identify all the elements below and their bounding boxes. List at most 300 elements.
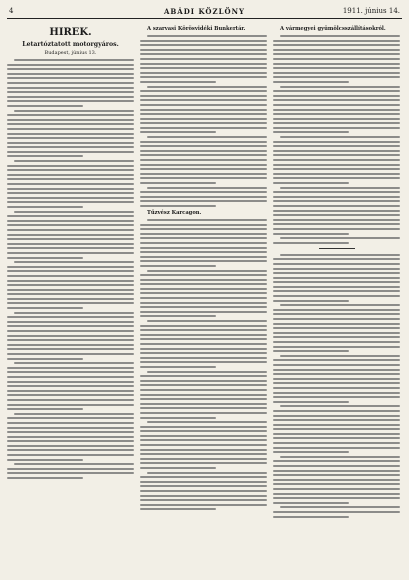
text-line-placeholder (7, 302, 134, 304)
text-line-placeholder (7, 105, 83, 107)
text-line-placeholder (140, 329, 267, 331)
text-line-placeholder (7, 339, 134, 341)
text-line-placeholder (7, 344, 134, 346)
text-line-placeholder (273, 95, 400, 97)
text-line-placeholder (280, 136, 400, 138)
text-line-placeholder (7, 335, 134, 337)
text-line-placeholder (280, 35, 400, 37)
text-line-placeholder (140, 315, 216, 317)
text-line-placeholder (273, 437, 400, 439)
text-line-placeholder (7, 468, 134, 470)
text-line-placeholder (140, 182, 216, 184)
text-line-placeholder (140, 256, 267, 258)
newspaper-title: ABÁDI KÖZLÖNY (163, 7, 246, 16)
text-line-placeholder (273, 40, 400, 42)
text-line-placeholder (273, 346, 400, 348)
text-line-placeholder (14, 362, 134, 364)
text-line-placeholder (280, 456, 400, 458)
text-line-placeholder (7, 270, 134, 272)
text-line-placeholder (7, 68, 134, 70)
article-heading: A vármegyei gyümölcsszállításokról. (280, 26, 386, 32)
text-line-placeholder (273, 81, 349, 83)
text-line-placeholder (273, 205, 400, 207)
text-line-placeholder (273, 200, 400, 202)
text-line-placeholder (7, 206, 83, 208)
column-middle (140, 23, 267, 520)
text-line-placeholder (140, 72, 267, 74)
text-line-placeholder (280, 86, 400, 88)
text-line-placeholder (7, 247, 134, 249)
text-line-placeholder (140, 274, 267, 276)
text-line-placeholder (140, 380, 267, 382)
text-line-placeholder (273, 336, 400, 338)
text-line-placeholder (273, 58, 400, 60)
text-line-placeholder (7, 427, 134, 429)
text-line-placeholder (140, 357, 267, 359)
text-line-placeholder (140, 375, 267, 377)
text-line-placeholder (140, 490, 267, 492)
text-line-placeholder (140, 476, 267, 478)
text-line-placeholder (7, 371, 134, 373)
text-line-placeholder (140, 141, 267, 143)
article-text-block (273, 35, 400, 244)
text-line-placeholder (273, 49, 400, 51)
text-line-placeholder (273, 460, 400, 462)
text-line-placeholder (7, 234, 134, 236)
text-line-placeholder (7, 266, 134, 268)
text-line-placeholder (273, 327, 400, 329)
text-line-placeholder (7, 275, 134, 277)
text-line-placeholder (273, 272, 400, 274)
text-line-placeholder (273, 387, 400, 389)
text-line-placeholder (140, 67, 267, 69)
text-line-placeholder (140, 260, 267, 262)
text-line-placeholder (147, 320, 267, 322)
text-line-placeholder (140, 453, 267, 455)
text-line-placeholder (147, 270, 267, 272)
text-line-placeholder (140, 444, 267, 446)
text-line-placeholder (7, 440, 134, 442)
text-line-placeholder (7, 472, 134, 474)
text-line-placeholder (140, 228, 267, 230)
text-line-placeholder (140, 76, 267, 78)
column-left (7, 23, 134, 520)
text-line-placeholder (7, 459, 83, 461)
text-line-placeholder (7, 73, 134, 75)
text-line-placeholder (273, 145, 400, 147)
text-line-placeholder (273, 410, 400, 412)
text-line-placeholder (7, 100, 134, 102)
text-line-placeholder (147, 187, 267, 189)
text-line-placeholder (140, 173, 267, 175)
text-line-placeholder (273, 300, 349, 302)
text-line-placeholder (147, 35, 267, 37)
text-line-placeholder (273, 401, 349, 403)
text-line-placeholder (7, 445, 134, 447)
text-line-placeholder (140, 412, 267, 414)
text-line-placeholder (147, 136, 267, 138)
text-line-placeholder (140, 389, 267, 391)
text-line-placeholder (273, 223, 400, 225)
text-line-placeholder (273, 258, 400, 260)
text-line-placeholder (7, 96, 134, 98)
text-line-placeholder (273, 177, 400, 179)
text-line-placeholder (273, 364, 400, 366)
text-line-placeholder (140, 145, 267, 147)
text-line-placeholder (273, 164, 400, 166)
text-line-placeholder (7, 188, 134, 190)
text-line-placeholder (140, 44, 267, 46)
text-line-placeholder (7, 316, 134, 318)
text-line-placeholder (140, 279, 267, 281)
text-line-placeholder (273, 173, 400, 175)
text-line-placeholder (140, 200, 267, 202)
text-line-placeholder (280, 304, 400, 306)
text-line-placeholder (7, 394, 134, 396)
text-line-placeholder (7, 390, 134, 392)
text-line-placeholder (7, 252, 134, 254)
text-line-placeholder (273, 76, 400, 78)
text-line-placeholder (140, 439, 267, 441)
text-line-placeholder (7, 243, 134, 245)
text-line-placeholder (7, 146, 134, 148)
text-line-placeholder (7, 417, 134, 419)
text-line-placeholder (140, 95, 267, 97)
text-line-placeholder (273, 419, 400, 421)
text-line-placeholder (14, 211, 134, 213)
text-line-placeholder (7, 238, 134, 240)
text-line-placeholder (273, 154, 400, 156)
text-line-placeholder (140, 63, 267, 65)
text-line-placeholder (7, 87, 134, 89)
article-title: Letartóztatott motorgyáros. (22, 41, 119, 48)
text-line-placeholder (140, 122, 267, 124)
text-line-placeholder (7, 321, 134, 323)
text-line-placeholder (273, 350, 349, 352)
text-line-placeholder (273, 447, 400, 449)
article-text-block (140, 35, 267, 207)
text-line-placeholder (273, 369, 400, 371)
text-line-placeholder (7, 436, 134, 438)
text-line-placeholder (140, 325, 267, 327)
text-line-placeholder (273, 72, 400, 74)
text-line-placeholder (273, 263, 400, 265)
text-line-placeholder (140, 302, 267, 304)
text-line-placeholder (273, 53, 400, 55)
text-line-placeholder (14, 463, 134, 465)
text-line-placeholder (273, 479, 400, 481)
text-line-placeholder (7, 404, 134, 406)
text-line-placeholder (273, 159, 400, 161)
text-line-placeholder (140, 118, 267, 120)
text-line-placeholder (140, 481, 267, 483)
text-line-placeholder (273, 196, 400, 198)
text-line-placeholder (273, 99, 400, 101)
text-line-placeholder (140, 449, 267, 451)
text-line-placeholder (7, 229, 134, 231)
text-line-placeholder (7, 408, 83, 410)
text-line-placeholder (273, 150, 400, 152)
text-line-placeholder (273, 168, 400, 170)
text-line-placeholder (273, 210, 400, 212)
text-line-placeholder (140, 196, 267, 198)
text-line-placeholder (7, 257, 83, 259)
text-line-placeholder (7, 123, 134, 125)
text-line-placeholder (273, 233, 349, 235)
text-line-placeholder (140, 53, 267, 55)
text-line-placeholder (7, 119, 134, 121)
text-line-placeholder (273, 516, 349, 518)
text-line-placeholder (273, 323, 400, 325)
text-line-placeholder (140, 154, 267, 156)
text-line-placeholder (273, 295, 400, 297)
text-line-placeholder (7, 454, 134, 456)
text-line-placeholder (7, 91, 134, 93)
text-line-placeholder (147, 472, 267, 474)
text-line-placeholder (273, 191, 400, 193)
article-dateline: Budapest, június 13. (44, 50, 97, 56)
text-line-placeholder (14, 160, 134, 162)
text-line-placeholder (280, 506, 400, 508)
text-line-placeholder (273, 470, 400, 472)
text-line-placeholder (140, 426, 267, 428)
page-number: 4 (9, 7, 14, 15)
text-line-placeholder (140, 205, 216, 207)
text-line-placeholder (140, 224, 267, 226)
text-line-placeholder (273, 396, 400, 398)
text-line-placeholder (7, 82, 134, 84)
text-line-placeholder (140, 131, 216, 133)
masthead (7, 5, 402, 19)
text-line-placeholder (140, 164, 267, 166)
column-right (273, 23, 400, 520)
text-line-placeholder (7, 449, 134, 451)
text-line-placeholder (140, 265, 216, 267)
text-line-placeholder (7, 224, 134, 226)
text-line-placeholder (7, 367, 134, 369)
text-line-placeholder (7, 330, 134, 332)
text-line-placeholder (140, 458, 267, 460)
text-line-placeholder (273, 497, 400, 499)
text-line-placeholder (273, 428, 400, 430)
text-line-placeholder (273, 451, 349, 453)
text-line-placeholder (140, 58, 267, 60)
text-line-placeholder (273, 141, 400, 143)
text-line-placeholder (140, 90, 267, 92)
text-line-placeholder (7, 174, 134, 176)
text-line-placeholder (140, 113, 267, 115)
text-line-placeholder (140, 297, 267, 299)
text-line-placeholder (7, 77, 134, 79)
text-line-placeholder (14, 312, 134, 314)
text-line-placeholder (7, 155, 83, 157)
text-line-placeholder (273, 242, 349, 244)
text-line-placeholder (140, 462, 267, 464)
text-line-placeholder (140, 81, 216, 83)
text-line-placeholder (273, 182, 349, 184)
article-heading: Tűzvész Karcagon. (147, 209, 202, 216)
text-line-placeholder (140, 499, 267, 501)
text-line-placeholder (7, 289, 134, 291)
text-line-placeholder (7, 142, 134, 144)
text-line-placeholder (140, 233, 267, 235)
text-line-placeholder (147, 219, 267, 221)
text-line-placeholder (147, 421, 267, 423)
text-line-placeholder (7, 325, 134, 327)
text-line-placeholder (7, 220, 134, 222)
text-line-placeholder (273, 483, 400, 485)
text-line-placeholder (140, 366, 216, 368)
text-line-placeholder (7, 128, 134, 130)
text-line-placeholder (140, 348, 267, 350)
text-line-placeholder (14, 59, 134, 61)
text-line-placeholder (7, 114, 134, 116)
text-line-placeholder (140, 49, 267, 51)
text-line-placeholder (7, 137, 134, 139)
text-line-placeholder (7, 293, 134, 295)
text-line-placeholder (273, 378, 400, 380)
text-line-placeholder (7, 298, 134, 300)
text-line-placeholder (273, 290, 400, 292)
text-line-placeholder (7, 280, 134, 282)
text-line-placeholder (273, 442, 400, 444)
text-line-placeholder (140, 150, 267, 152)
text-line-placeholder (273, 90, 400, 92)
text-line-placeholder (140, 288, 267, 290)
text-line-placeholder (273, 131, 349, 133)
text-line-placeholder (140, 177, 267, 179)
text-line-placeholder (273, 228, 400, 230)
text-line-placeholder (7, 381, 134, 383)
text-line-placeholder (273, 424, 400, 426)
text-line-placeholder (273, 332, 400, 334)
text-line-placeholder (140, 104, 267, 106)
text-line-placeholder (7, 477, 83, 479)
text-line-placeholder (7, 201, 134, 203)
text-line-placeholder (147, 86, 267, 88)
text-line-placeholder (14, 413, 134, 415)
text-line-placeholder (7, 197, 134, 199)
text-line-placeholder (273, 392, 400, 394)
text-line-placeholder (7, 358, 83, 360)
text-line-placeholder (140, 398, 267, 400)
text-line-placeholder (273, 286, 400, 288)
text-line-placeholder (140, 40, 267, 42)
text-line-placeholder (7, 348, 134, 350)
text-line-placeholder (7, 422, 134, 424)
text-line-placeholder (140, 292, 267, 294)
text-line-placeholder (273, 104, 400, 106)
text-line-placeholder (7, 431, 134, 433)
text-columns (7, 23, 402, 520)
text-line-placeholder (14, 110, 134, 112)
article-text-block (273, 254, 400, 518)
text-line-placeholder (7, 399, 134, 401)
text-line-placeholder (273, 44, 400, 46)
text-line-placeholder (140, 283, 267, 285)
text-line-placeholder (273, 127, 400, 129)
text-line-placeholder (273, 214, 400, 216)
text-line-placeholder (140, 306, 267, 308)
text-line-placeholder (273, 309, 400, 311)
text-line-placeholder (140, 435, 267, 437)
text-line-placeholder (140, 168, 267, 170)
text-line-placeholder (7, 183, 134, 185)
text-line-placeholder (280, 254, 400, 256)
text-line-placeholder (140, 247, 267, 249)
text-line-placeholder (140, 495, 267, 497)
text-line-placeholder (140, 407, 267, 409)
text-line-placeholder (7, 385, 134, 387)
text-line-placeholder (273, 341, 400, 343)
text-line-placeholder (273, 268, 400, 270)
text-line-placeholder (273, 511, 400, 513)
text-line-placeholder (7, 215, 134, 217)
text-line-placeholder (273, 63, 400, 65)
text-line-placeholder (140, 311, 267, 313)
article-text-block (7, 59, 134, 479)
text-line-placeholder (7, 64, 134, 66)
text-line-placeholder (147, 371, 267, 373)
text-line-placeholder (273, 502, 349, 504)
text-line-placeholder (280, 355, 400, 357)
text-line-placeholder (140, 361, 267, 363)
text-line-placeholder (7, 133, 134, 135)
text-line-placeholder (7, 307, 83, 309)
column-separator-rule (319, 248, 355, 249)
text-line-placeholder (140, 504, 267, 506)
text-line-placeholder (273, 122, 400, 124)
text-line-placeholder (140, 467, 216, 469)
text-line-placeholder (140, 430, 267, 432)
text-line-placeholder (140, 251, 267, 253)
text-line-placeholder (273, 373, 400, 375)
text-line-placeholder (7, 284, 134, 286)
text-line-placeholder (273, 382, 400, 384)
text-line-placeholder (273, 493, 400, 495)
text-line-placeholder (273, 488, 400, 490)
issue-date: 1911. június 14. (342, 7, 400, 15)
text-line-placeholder (273, 113, 400, 115)
text-line-placeholder (273, 219, 400, 221)
text-line-placeholder (273, 474, 400, 476)
text-line-placeholder (140, 508, 216, 510)
text-line-placeholder (7, 178, 134, 180)
text-line-placeholder (140, 338, 267, 340)
text-line-placeholder (7, 376, 134, 378)
article-text-block (140, 219, 267, 510)
text-line-placeholder (7, 151, 134, 153)
text-line-placeholder (140, 99, 267, 101)
text-line-placeholder (273, 359, 400, 361)
text-line-placeholder (273, 433, 400, 435)
text-line-placeholder (140, 394, 267, 396)
text-line-placeholder (273, 281, 400, 283)
text-line-placeholder (14, 261, 134, 263)
text-line-placeholder (140, 485, 267, 487)
text-line-placeholder (140, 191, 267, 193)
text-line-placeholder (7, 169, 134, 171)
text-line-placeholder (273, 313, 400, 315)
text-line-placeholder (280, 187, 400, 189)
text-line-placeholder (273, 109, 400, 111)
text-line-placeholder (280, 237, 400, 239)
text-line-placeholder (140, 127, 267, 129)
text-line-placeholder (273, 277, 400, 279)
text-line-placeholder (7, 192, 134, 194)
text-line-placeholder (7, 165, 134, 167)
text-line-placeholder (7, 353, 134, 355)
